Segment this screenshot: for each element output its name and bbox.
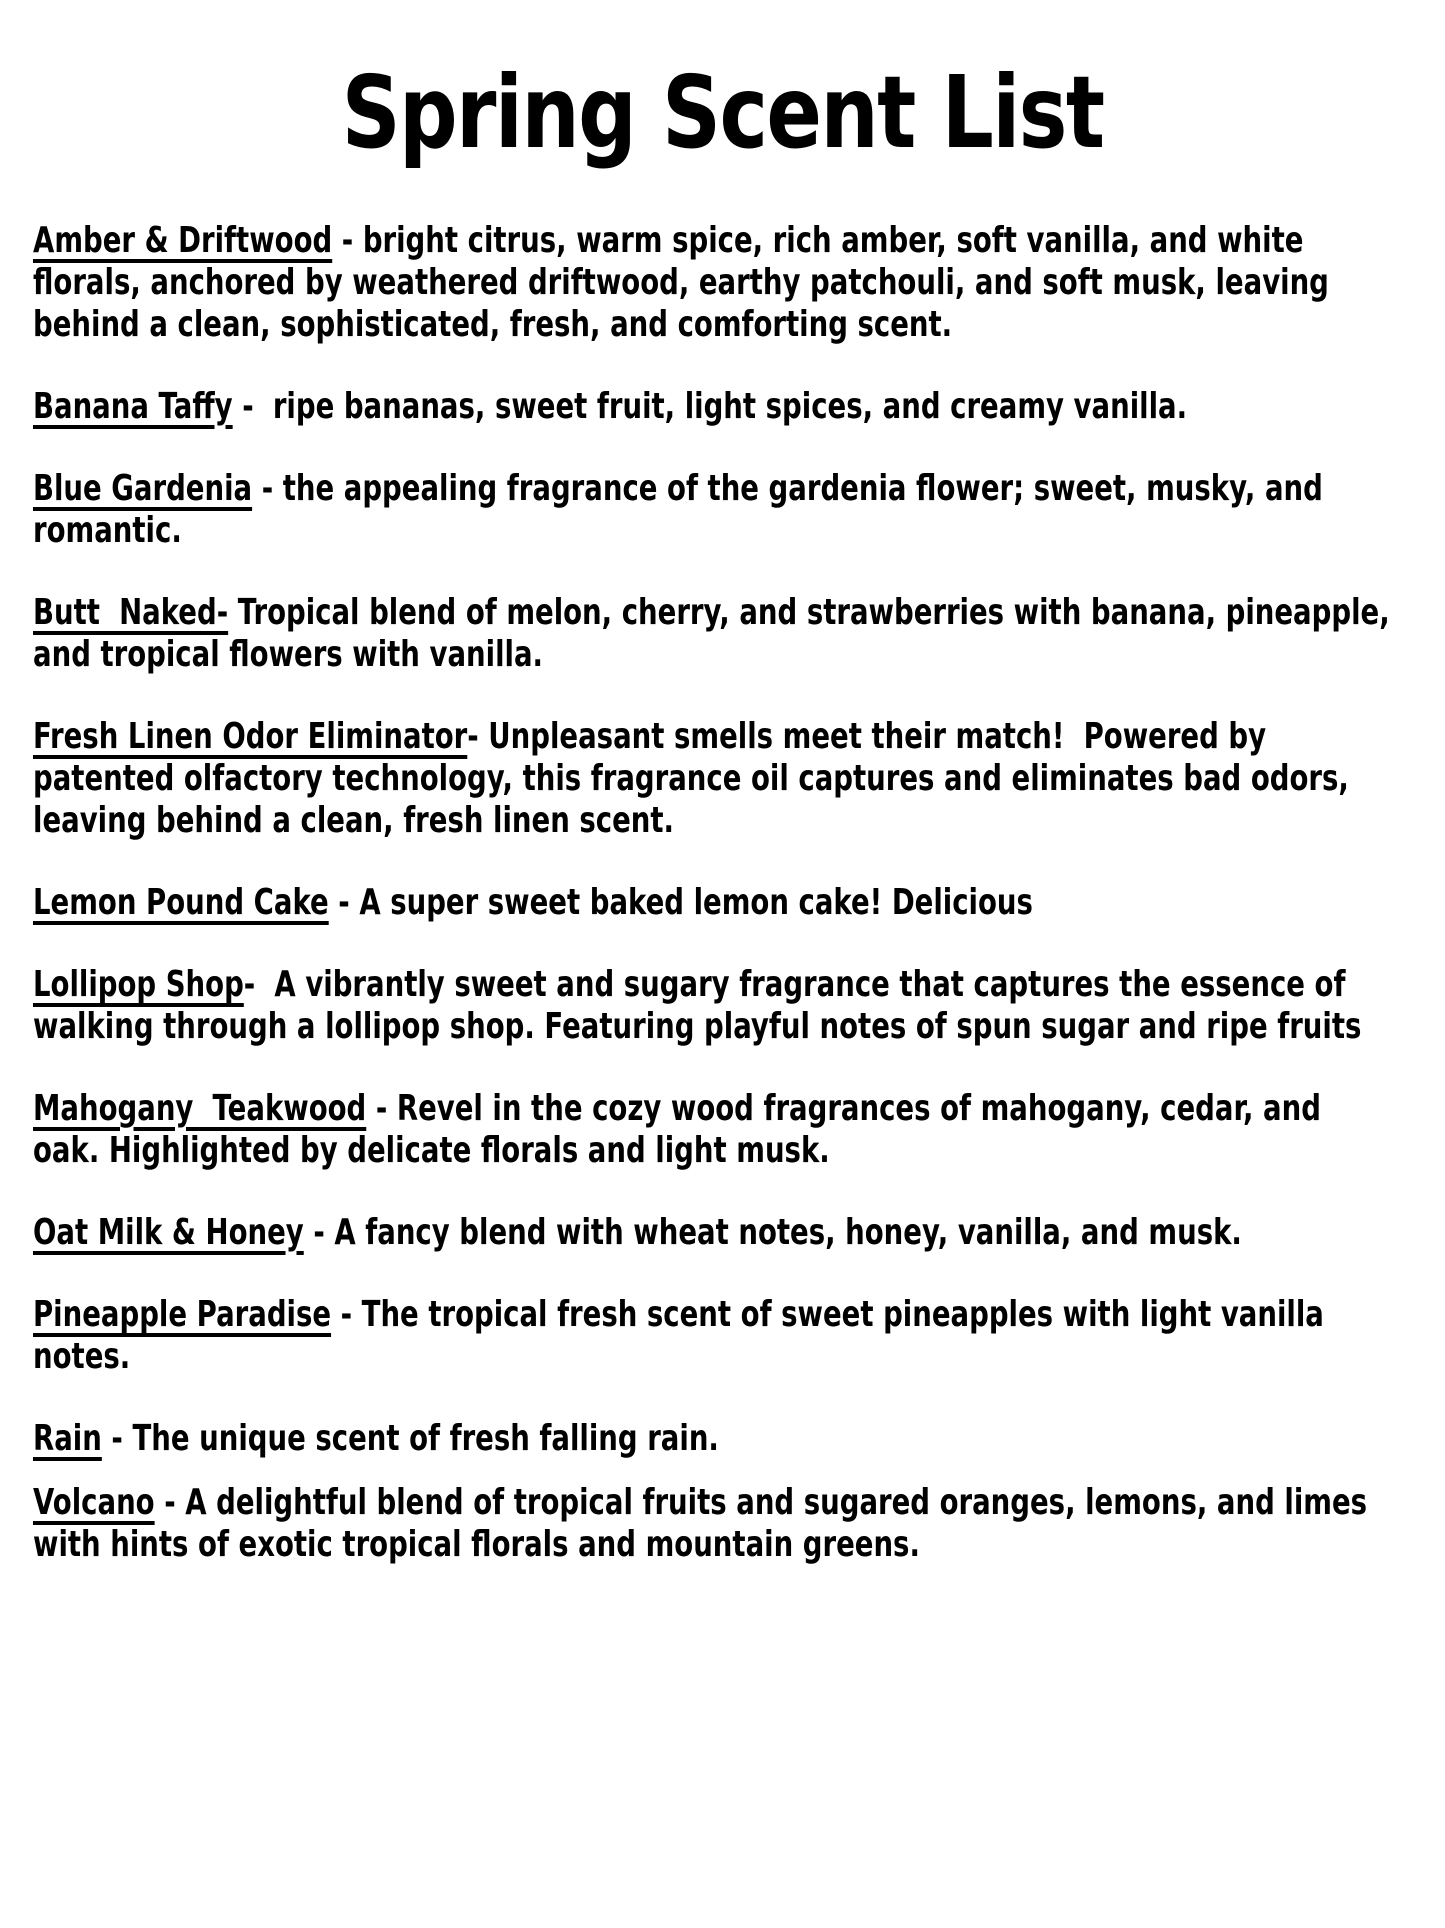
scent-list — [33, 220, 1400, 1566]
scent-entry — [33, 1212, 1395, 1254]
scent-entry — [33, 220, 1395, 346]
scent-separator: - — [366, 1088, 397, 1129]
scent-description: ripe bananas, sweet fruit, light spices, and creamy vanilla. — [272, 386, 1188, 427]
scent-description: A delightful blend of tropical fruits and sugared oranges, lemons, and limes with hints of exotic tropical florals and mountain greens. — [33, 1482, 1377, 1565]
scent-separator: - — [467, 716, 489, 757]
scent-name: Rain — [33, 1418, 102, 1459]
scent-separator: - — [101, 1418, 133, 1459]
scent-description: A super sweet baked lemon cake! Delicious — [359, 882, 1033, 923]
scent-name: Mahogany Teakwood — [33, 1088, 367, 1129]
scent-description: Revel in the cozy wood fragrances of mahogany, cedar, and oak. Highlighted by delicate florals and light musk. — [33, 1088, 1331, 1171]
scent-entry — [33, 592, 1400, 676]
scent-name: Fresh Linen Odor Eliminator — [33, 716, 468, 757]
scent-description: The tropical fresh scent of sweet pineapples with light vanilla notes. — [33, 1294, 1334, 1377]
scent-description: The unique scent of fresh falling rain. — [132, 1418, 719, 1459]
scent-description: Unpleasant smells meet their match! Powered by patented olfactory technology, this fragrance oil captures and eliminates bad odors, leaving behind a clean, fresh linen scent. — [33, 716, 1359, 841]
scent-separator: - — [328, 882, 360, 923]
scent-name: Pineapple Paradise — [33, 1294, 332, 1335]
scent-entry — [33, 882, 1395, 924]
scent-name: Volcano — [33, 1482, 155, 1523]
scent-separator: - — [331, 1294, 362, 1335]
scent-separator: - — [232, 386, 273, 427]
scent-description: Tropical blend of melon, cherry, and strawberries with banana, pineapple, and tropical flowers with vanilla. — [33, 592, 1400, 675]
scent-name: Lemon Pound Cake — [33, 882, 329, 923]
scent-separator: - — [332, 220, 363, 261]
scent-entry — [33, 1482, 1395, 1566]
scent-entry — [33, 716, 1395, 842]
scent-description: A vibrantly sweet and sugary fragrance that captures the essence of walking through a lollipop shop. Featuring playful notes of spun sugar and ripe fruits — [33, 964, 1362, 1047]
scent-separator: - — [243, 964, 275, 1005]
page-title: Spring Scent List — [341, 54, 1104, 171]
scent-separator: - — [303, 1212, 335, 1253]
scent-entry — [33, 1088, 1395, 1172]
document-page — [0, 54, 1445, 1928]
scent-name: Lollipop Shop — [33, 964, 244, 1005]
scent-description: the appealing fragrance of the gardenia flower; sweet, musky, and romantic. — [33, 468, 1333, 551]
scent-separator — [228, 592, 238, 633]
scent-entry — [33, 386, 1395, 428]
scent-separator: - — [154, 1482, 186, 1523]
scent-entry — [33, 964, 1395, 1048]
scent-entry — [33, 1294, 1395, 1378]
scent-entry — [33, 1418, 1395, 1460]
scent-entry — [33, 468, 1395, 552]
scent-description: bright citrus, warm spice, rich amber, soft vanilla, and white florals, anchored by weathered driftwood, earthy patchouli, and soft musk, leaving behind a clean, sophisticated, fresh, and comforting scent. — [33, 220, 1339, 345]
scent-name: Amber & Driftwood — [33, 220, 333, 261]
scent-name: Banana Taffy — [33, 386, 233, 427]
scent-name: Oat Milk & Honey — [33, 1212, 304, 1253]
scent-name: Blue Gardenia — [33, 468, 253, 509]
scent-name: Butt Naked- — [33, 592, 229, 633]
scent-description: A fancy blend with wheat notes, honey, vanilla, and musk. — [334, 1212, 1242, 1253]
scent-separator: - — [252, 468, 283, 509]
